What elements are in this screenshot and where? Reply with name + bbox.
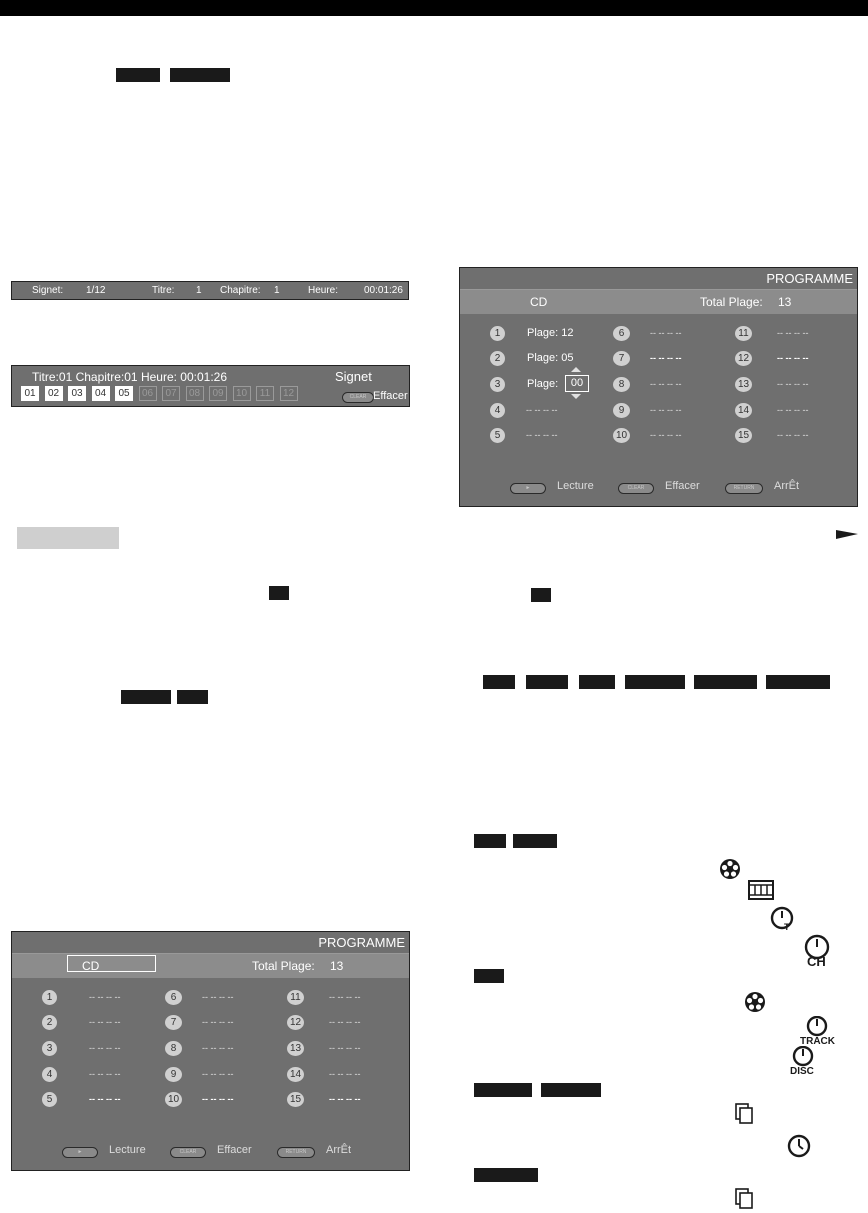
pages-icon [734,1188,754,1210]
slot-number-badge: 4 [42,1067,57,1082]
total-track-value: 13 [778,295,792,309]
format-tag [531,588,551,602]
programme-title: PROGRAMME [766,271,853,286]
ch-icon-text: CH [807,954,826,968]
slot-value[interactable]: Plage: 12 [527,327,574,339]
bookmark-slot[interactable]: 01 [21,386,39,401]
slot-value[interactable]: -- -- -- -- [526,430,558,440]
slot-number-badge: 4 [490,403,505,418]
format-tag [694,675,757,689]
slot-value[interactable]: -- -- -- -- [329,1094,361,1104]
slot-value[interactable]: -- -- -- -- [650,379,682,389]
return-key-icon: RETURN [725,483,763,494]
film-reel-icon [744,991,766,1013]
slot-number-badge: 3 [42,1041,57,1056]
slot-value[interactable]: -- -- -- -- [202,1043,234,1053]
heure-label: Heure: [308,285,339,296]
play-label: Lecture [109,1144,146,1156]
slot-number-badge: 14 [287,1067,304,1082]
source-label: CD [82,959,100,973]
slot-value[interactable]: -- -- -- -- [777,379,809,389]
format-tag [541,1083,601,1097]
pages-icon [734,1103,754,1125]
slot-number-badge: 15 [287,1092,304,1107]
bookmark-status-text: Titre:01 Chapitre:01 Heure: 00:01:26 [32,370,228,384]
slot-number-badge: 8 [613,377,630,392]
slot-number-badge: 5 [42,1092,57,1107]
slot-value[interactable]: -- -- -- -- [777,430,809,440]
slot-value[interactable]: Plage: [527,378,559,390]
slot-number-badge: 10 [165,1092,182,1107]
clear-label: Effacer [373,390,408,402]
slot-value[interactable]: -- -- -- -- [329,1069,361,1079]
play-key-icon: ► [62,1147,98,1158]
selected-slot-box[interactable] [67,955,156,972]
bookmark-slot[interactable]: 08 [186,386,204,401]
return-label: ArrÊt [326,1144,352,1156]
chapitre-value: 1 [274,285,280,296]
track-number-input[interactable]: 00 [565,375,589,392]
format-tag [625,675,685,689]
slot-number-badge: 1 [490,326,505,341]
chapter-clock-icon [801,934,835,968]
slot-value[interactable]: -- -- -- -- [89,1069,121,1079]
total-track-label: Total Plage: [252,959,315,973]
clear-key-icon: CLEAR [342,392,374,403]
page-header-bar [0,0,868,16]
format-tag [177,690,208,704]
slot-number-badge: 5 [490,428,505,443]
format-tag [474,1083,532,1097]
track-clock-icon [798,1016,836,1046]
bookmark-status-bar [11,281,409,300]
clear-label: Effacer [217,1144,252,1156]
slot-value[interactable]: -- -- -- -- [329,1043,361,1053]
programme-title: PROGRAMME [318,935,405,950]
slot-value[interactable]: -- -- -- -- [89,992,121,1002]
bookmark-slot[interactable]: 04 [92,386,110,401]
title-clock-icon [770,906,798,932]
slot-number-badge: 6 [165,990,182,1005]
slot-number-badge: 7 [613,351,630,366]
bookmark-slot[interactable]: 05 [115,386,133,401]
film-reel-icon [719,858,741,880]
clear-label: Effacer [665,480,700,492]
play-key-icon: ► [510,483,546,494]
down-arrow-icon [571,394,581,399]
total-track-label: Total Plage: [700,295,763,309]
up-arrow-icon [571,367,581,372]
slot-value[interactable]: -- -- -- -- [202,1094,234,1104]
slot-number-badge: 6 [613,326,630,341]
slot-number-badge: 14 [735,403,752,418]
clear-key-icon: CLEAR [618,483,654,494]
slot-value[interactable]: -- -- -- -- [329,1017,361,1027]
slot-number-badge: 13 [287,1041,304,1056]
slot-number-badge: 9 [165,1067,182,1082]
slot-value[interactable]: -- -- -- -- [202,1017,234,1027]
slot-number-badge: 12 [735,351,752,366]
film-strip-icon [748,880,774,900]
slot-number-badge: 9 [613,403,630,418]
bookmark-slot[interactable]: 06 [139,386,157,401]
bookmark-slot[interactable]: 10 [233,386,251,401]
bookmark-slot[interactable]: 02 [45,386,63,401]
bookmark-slot[interactable]: 03 [68,386,86,401]
slot-value[interactable]: -- -- -- -- [89,1094,121,1104]
bookmark-panel [11,365,410,407]
play-label: Lecture [557,480,594,492]
format-tag [121,690,171,704]
note-tag [17,527,119,549]
source-label: CD [530,295,548,309]
slot-number-badge: 11 [735,326,752,341]
disc-clock-icon [786,1046,820,1076]
slot-value[interactable]: -- -- -- -- [650,353,682,363]
format-tag [170,68,230,82]
slot-number-badge: 3 [490,377,505,392]
clock-icon [787,1134,811,1158]
track-icon-text: TRACK [800,1036,835,1046]
signet-label: Signet: [32,285,64,296]
slot-number-badge: 15 [735,428,752,443]
format-tag [116,68,160,82]
slot-value[interactable]: -- -- -- -- [89,1043,121,1053]
slot-number-badge: 2 [490,351,505,366]
format-tag [474,834,506,848]
programme-subheader [460,290,857,314]
format-tag [766,675,830,689]
slot-value[interactable]: -- -- -- -- [89,1017,121,1027]
slot-number-badge: 10 [613,428,630,443]
format-tag [269,586,289,600]
bookmark-slot[interactable]: 11 [256,386,274,401]
format-tag [474,1168,538,1182]
slot-number-badge: 12 [287,1015,304,1030]
slot-value[interactable]: -- -- -- -- [777,405,809,415]
slot-number-badge: 7 [165,1015,182,1030]
bookmark-slot[interactable]: 07 [162,386,180,401]
format-tag [474,969,504,983]
titre-label: Titre: [152,285,175,296]
total-track-value: 13 [330,959,344,973]
slot-value[interactable]: -- -- -- -- [202,992,234,1002]
slot-number-badge: 11 [287,990,304,1005]
disc-icon-text: DISC [790,1066,814,1076]
slot-number-badge: 1 [42,990,57,1005]
slot-value[interactable]: -- -- -- -- [650,405,682,415]
slot-value[interactable]: -- -- -- -- [329,992,361,1002]
programme-screen-filled [459,267,858,507]
signet-value: 1/12 [86,285,106,296]
bookmark-slot[interactable]: 12 [280,386,298,401]
format-tag [483,675,515,689]
slot-number-badge: 8 [165,1041,182,1056]
format-tag [579,675,615,689]
return-key-icon: RETURN [277,1147,315,1158]
programme-header [460,268,857,290]
programme-header [12,932,409,954]
chapitre-label: Chapitre: [220,285,261,296]
format-tag [513,834,557,848]
bookmark-heading: Signet [335,369,372,384]
slot-value[interactable]: -- -- -- -- [650,328,682,338]
programme-screen-empty [11,931,410,1171]
clear-key-icon: CLEAR [170,1147,206,1158]
play-arrow-icon [836,528,858,540]
titre-value: 1 [196,285,202,296]
slot-value[interactable]: -- -- -- -- [777,353,809,363]
bookmark-slot[interactable]: 09 [209,386,227,401]
slot-number-badge: 2 [42,1015,57,1030]
heure-value: 00:01:26 [364,285,403,296]
format-tag [526,675,568,689]
slot-value[interactable]: -- -- -- -- [202,1069,234,1079]
slot-value[interactable]: Plage: 05 [527,352,574,364]
slot-value[interactable]: -- -- -- -- [777,328,809,338]
return-label: ArrÊt [774,480,800,492]
slot-value[interactable]: -- -- -- -- [526,405,558,415]
slot-value[interactable]: -- -- -- -- [650,430,682,440]
slot-number-badge: 13 [735,377,752,392]
svg-text:T: T [784,922,790,932]
